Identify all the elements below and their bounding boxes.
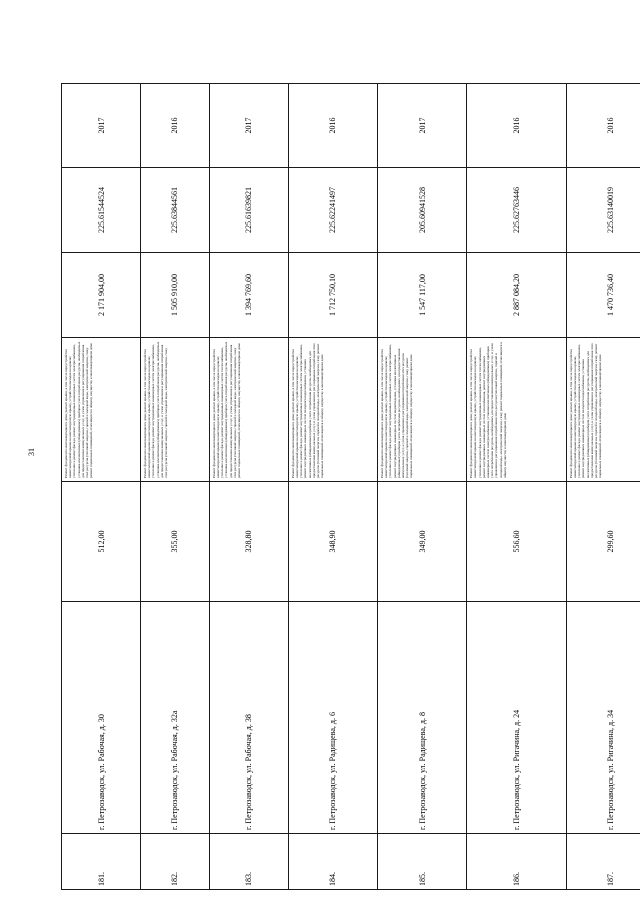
row-id: 225.62763446 [467, 168, 566, 253]
row-year: 2017 [377, 84, 466, 168]
row-number: 185. [377, 834, 466, 890]
row-description: Ремонт фундамента многоквартирного дома; ремонт крыши, в том числе переустройство невентилируемой крыши на вентилируемую крышу, устройство выходов на кровлю; утепление и ремонт фасада; ремонт внутридомовых инженерных систем электроснабжения, ремонт внутридомовых инженерных систем холодного водоснабжения, установка коллективных (общедомовых) приборов учета потребления ресурсов, необходимых для предоставления коммунальных услуг, и узлов управления и регулирования потребления этих ресурсов (тепловой энергии, горячей и холодной воды, электрической энергии, газа); ремонт подвальных помещений, относящихся к общему имуществу в многоквартирном доме [288, 338, 377, 482]
row-year: 2016 [566, 84, 640, 168]
row-year: 2017 [62, 84, 141, 168]
row-id: 225.63140019 [566, 168, 640, 253]
row-description: Ремонт фундамента многоквартирного дома; ремонт крыши, в том числе переустройство невентилируемой крыши на вентилируемую крышу, устройство выходов на кровлю; утепление и ремонт фасада; ремонт внутридомовых инженерных систем электроснабжения, установка коллективных (общедомовых) приборов учета потребления ресурсов, необходимых для предоставления коммунальных услуг, и узлов управления и регулирования потребления этих ресурсов (тепловой энергии, горячей и холодной воды, электрической энергии, газа); ремонт подвальных помещений, относящихся к общему имуществу в многоквартирном доме [62, 338, 141, 482]
row-cost: 1 547 117,00 [377, 253, 466, 338]
page-number: 31 [27, 448, 36, 456]
row-id: 225.61639821 [209, 168, 288, 253]
row-cost: 1 470 736,40 [566, 253, 640, 338]
table-row [62, 84, 141, 890]
row-id: 225.61544524 [62, 168, 141, 253]
row-year: 2016 [467, 84, 566, 168]
table-row [141, 84, 210, 890]
row-area: 348,90 [288, 482, 377, 602]
row-id: 205.60941528 [377, 168, 466, 253]
row-description: Ремонт фундамента многоквартирного дома; ремонт крыши, в том числе переустройство невентилируемой крыши на вентилируемую крышу, устройство выходов на кровлю; утепление и ремонт фасада; ремонт внутридомовых инженерных систем теплоснабжения, установка коллективных (общедомовых) приборов учета потребления ресурсов, необходимых для предоставления коммунальных услуг, и узлов управления и регулирования потребления этих ресурсов (тепловой энергии, горячей и холодной воды, электрической энергии, газа); ремонт подвальных помещений, относящихся к общему имуществу в многоквартирном доме [209, 338, 288, 482]
row-description: Ремонт фундамента многоквартирного дома; ремонт крыши, в том числе переустройство невентилируемой крыши на вентилируемую крышу, устройство выходов на кровлю; утепление и ремонт фасада; ремонт внутридомовых инженерных систем электроснабжения, ремонт внутридомовых инженерных систем холодного водоснабжения, установка коллективных (общедомовых) приборов учета потребления ресурсов, необходимых для предоставления коммунальных услуг, и узлов управления и регулирования потребления этих ресурсов (тепловой энергии, горячей и холодной воды, электрической энергии, газа); ремонт подвальных помещений, относящихся к общему имуществу в многоквартирном доме [566, 338, 640, 482]
row-number: 182. [141, 834, 210, 890]
row-year: 2017 [209, 84, 288, 168]
row-address: г. Петрозаводск, ул. Ригачина, д. 24 [467, 602, 566, 834]
row-address: г. Петрозаводск, ул. Радищева, д. 6 [288, 602, 377, 834]
table-row [288, 84, 377, 890]
row-cost: 1 394 769,60 [209, 253, 288, 338]
table-row [209, 84, 288, 890]
row-description: Ремонт фундамента многоквартирного дома; ремонт крыши, в том числе переустройство невентилируемой крыши на вентилируемую крышу, устройство выходов на кровлю; утепление и ремонт фасада; ремонт внутридомовых инженерных систем электроснабжения, установка коллективных (общедомовых) приборов учета потребления ресурсов, необходимых для предоставления коммунальных услуг, и узлов управления и регулирования потребления этих ресурсов (тепловой энергии, горячей и холодной воды, электрической энергии, газа) [141, 338, 210, 482]
row-year: 2016 [288, 84, 377, 168]
row-number: 184. [288, 834, 377, 890]
repair-schedule-table [61, 83, 640, 890]
row-area: 299,60 [566, 482, 640, 602]
row-area: 349,00 [377, 482, 466, 602]
row-cost: 1 712 750,10 [288, 253, 377, 338]
row-number: 181. [62, 834, 141, 890]
row-cost: 2 171 904,00 [62, 253, 141, 338]
row-address: г. Петрозаводск, ул. Ригачина, д. 34 [566, 602, 640, 834]
rotated-table-container [61, 84, 640, 890]
table-row [566, 84, 640, 890]
row-area: 328,80 [209, 482, 288, 602]
row-description: Ремонт фундамента многоквартирного дома; ремонт крыши, в том числе переустройство невентилируемой крыши на вентилируемую крышу, устройство выходов на кровлю; утепление и ремонт фасада; ремонт внутридомовых инженерных систем электроснабжения, ремонт внутридомовых инженерных систем водоотведения, установка коллективных (общедомовых) приборов учета потребления ресурсов, необходимых для предоставления коммунальных услуг, и узлов управления и регулирования потребления этих ресурсов (тепловой энергии, горячей и холодной воды, электрической энергии, газа); ремонт подвальных помещений, относящихся к общему имуществу в многоквартирном доме [377, 338, 466, 482]
row-address: г. Петрозаводск, ул. Рабочая, д. 30 [62, 602, 141, 834]
table-row [377, 84, 466, 890]
row-address: г. Петрозаводск, ул. Радищева, д. 8 [377, 602, 466, 834]
row-address: г. Петрозаводск, ул. Рабочая, д. 32а [141, 602, 210, 834]
row-number: 183. [209, 834, 288, 890]
row-area: 512,00 [62, 482, 141, 602]
row-area: 355,00 [141, 482, 210, 602]
row-id: 225.63844561 [141, 168, 210, 253]
row-number: 186. [467, 834, 566, 890]
table-row [467, 84, 566, 890]
row-description: Ремонт фундамента многоквартирного дома; ремонт крыши, в том числе переустройство невентилируемой крыши на вентилируемую крышу, устройство выходов на кровлю; утепление и ремонт фасада; ремонт внутридомовых инженерных систем теплоснабжения, ремонт внутридомовых инженерных систем газоснабжения, ремонт внутридомовых инженерных систем электроснабжения, установка коллективных (общедомовых) приборов учета потребления ресурсов, необходимых для предоставления коммунальных услуг, и узлов управления и регулирования потребления этих ресурсов (тепловой энергии, горячей и холодной воды, электрической энергии, газа); ремонт подвальных помещений, относящихся к общему имуществу в многоквартирном доме [467, 338, 566, 482]
row-cost: 2 887 084,20 [467, 253, 566, 338]
row-number: 187. [566, 834, 640, 890]
row-area: 556,60 [467, 482, 566, 602]
row-id: 225.62241497 [288, 168, 377, 253]
row-cost: 1 505 910,00 [141, 253, 210, 338]
row-year: 2016 [141, 84, 210, 168]
row-address: г. Петрозаводск, ул. Рабочая, д. 38 [209, 602, 288, 834]
